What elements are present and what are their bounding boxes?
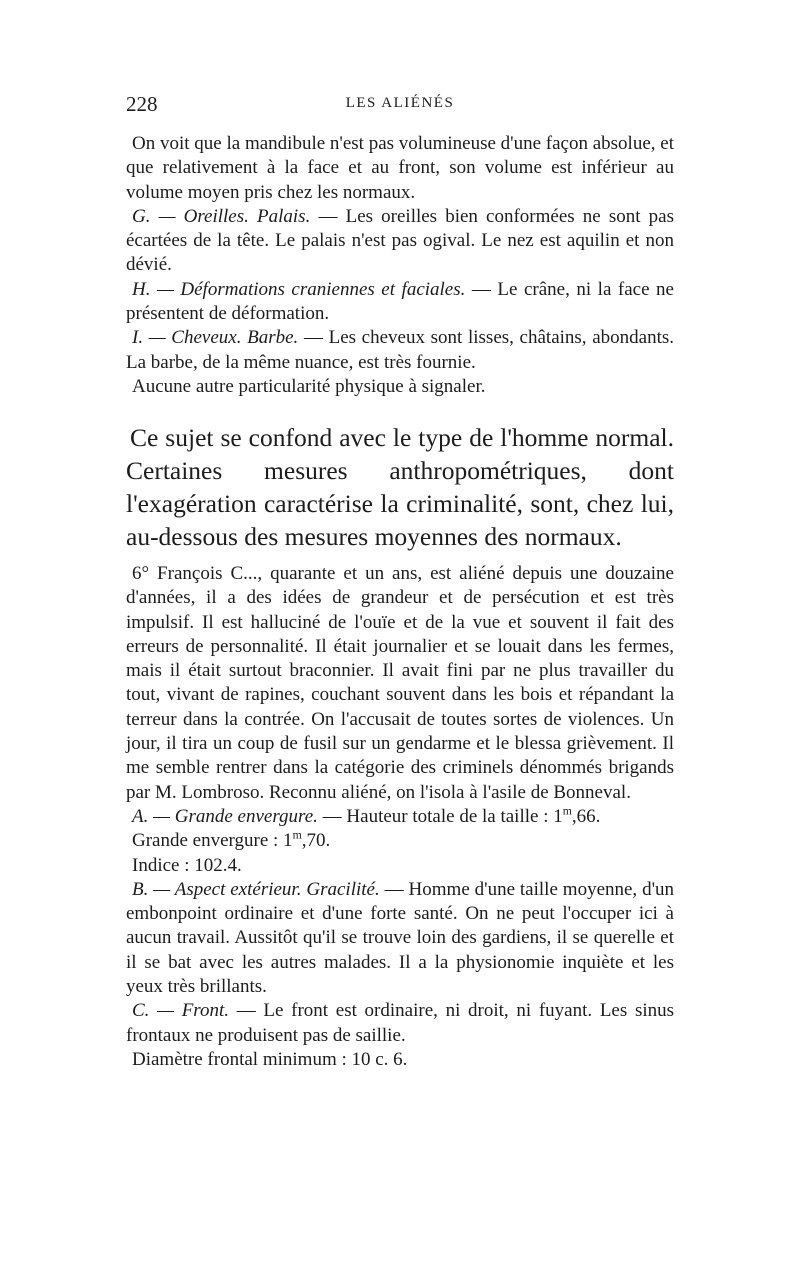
paragraph-indice: Indice : 102.4. [132, 854, 242, 876]
section-label-g: G. — Oreilles. Palais. [132, 205, 311, 227]
hauteur-value: ,66. [571, 805, 601, 827]
section-text-c: — Le front est ordinaire, ni droit, ni fuyant. Les sinus frontaux ne produisent pas de saillie. [126, 1000, 675, 1046]
paragraph-grande-envergure [126, 805, 674, 829]
case-intro-paragraph: 6° François C..., quarante et un ans, est aliéné depuis une douzaine d'années, il a des idées de grandeur et de persécution et est très impulsif. Il est halluciné de l'ouïe et de la vue et souvent il fait des erreurs de personnalité. Il était journalier et se louait dans les fermes, mais il était surtout braconnier. Il avait fini par ne plus travailler du tout, vivant de rapines, couchant souvent dans les bois et répandant la terreur dans la contrée. On l'accusait de toutes sortes de violences. Un jour, il tira un coup de fusil sur un gendarme et le blessa grièvement. Il me semble rentrer dans la catégorie des criminels dénommés brigands par M. Lombroso. Reconnu aliéné, on l'isola à l'asile de Bonneval. [126, 563, 674, 803]
page-number: 228 [126, 92, 158, 116]
unit-superscript: m [292, 828, 302, 842]
running-title: LES ALIÉNÉS [345, 95, 455, 111]
conclusion-paragraph: Ce sujet se confond avec le type de l'homme normal. Certaines mesures anthropométriques, dont l'exagération caractérise la criminalité, sont, chez lui, au-dessous des mesures moyennes des normaux. [126, 423, 674, 551]
section-label-a: A. — Grande envergure. [132, 805, 318, 827]
section-label-h: H. — Déformations craniennes et faciales. [132, 278, 466, 300]
section-text-b: — Homme d'une taille moyenne, d'un embonpoint ordinaire et d'une forte santé. On ne peut l'occuper ici à aucun travail. Aussitôt qu'il se trouve loin des gardiens, il se querelle et il se bat avec les autres malades. Il a la physionomie inquiète et les yeux très brillants. [126, 878, 675, 998]
case-section [126, 562, 674, 1072]
section-label-i: I. — Cheveux. Barbe. [132, 327, 299, 349]
envergure-value: ,70. [301, 830, 331, 852]
section-text-h: — Le crâne, ni la face ne présentent de déformation. [126, 278, 674, 325]
paragraph-oreilles-palais [126, 205, 674, 278]
paragraph-diametre-frontal: Diamètre frontal minimum : 10 c. 6. [132, 1048, 408, 1070]
paragraph-aucune-autre: Aucune autre particularité physique à signaler. [132, 375, 486, 397]
paragraph-envergure-value [126, 829, 674, 853]
section-text-g: — Les oreilles bien conformées ne sont pas écartées de la tête. Le palais n'est pas ogival. Le nez est aquilin et non dévié. [126, 205, 674, 276]
paragraph-mandibule: On voit que la mandibule n'est pas volumineuse d'une façon absolue, et que relativement à la face et au front, son volume est inférieur au volume moyen pris chez les normaux. [126, 133, 674, 203]
paragraph-front [126, 999, 674, 1048]
unit-superscript: m [562, 804, 572, 818]
hauteur-text: — Hauteur totale de la taille : 1 [317, 805, 563, 827]
paragraph-deformations [126, 278, 674, 327]
envergure-text: Grande envergure : 1 [132, 830, 293, 852]
paragraph-aspect-exterieur [126, 878, 674, 999]
section-label-b: B. — Aspect extérieur. Gracilité. [132, 878, 380, 900]
section-label-c: C. — Front. [132, 1000, 230, 1022]
section-text-i: — Les cheveux sont lisses, châtains, abondants. La barbe, de la même nuance, est très fournie. [126, 327, 674, 373]
intro-section [126, 132, 674, 399]
page-header [126, 92, 674, 118]
paragraph-cheveux-barbe [126, 326, 674, 375]
conclusion-section [126, 421, 674, 553]
